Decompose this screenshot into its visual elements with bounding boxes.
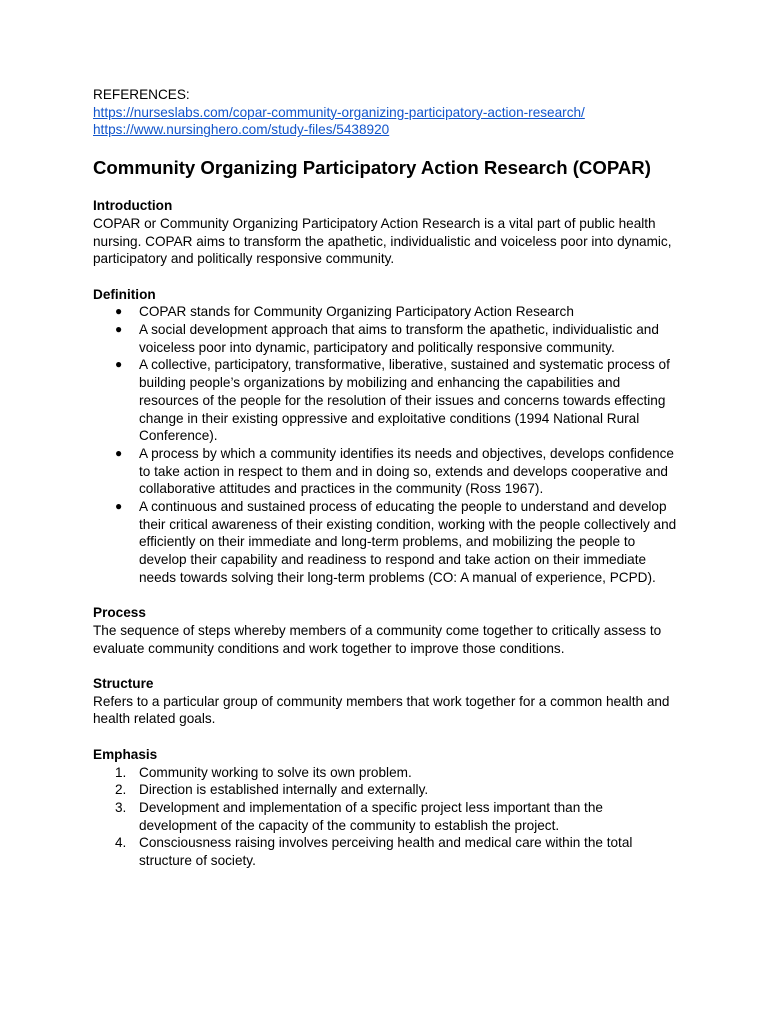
process-heading: Process xyxy=(93,605,146,621)
definition-section xyxy=(93,286,683,587)
emphasis-heading: Emphasis xyxy=(93,746,158,762)
definition-item xyxy=(93,445,683,498)
definition-heading: Definition xyxy=(93,286,156,302)
bullet-icon: ● xyxy=(115,304,123,319)
definition-item-text: A social development approach that aims to transform the apathetic, individualistic and voiceless poor into dynamic, participatory and politically responsive community. xyxy=(139,322,659,355)
emphasis-item-text: Consciousness raising involves perceiving health and medical care within the total structure of society. xyxy=(139,835,633,869)
process-text: The sequence of steps whereby members of a community come together to critically assess to evaluate community conditions and work together to improve those conditions. xyxy=(93,622,662,656)
emphasis-item xyxy=(93,799,683,834)
bullet-icon: ● xyxy=(115,357,123,372)
bullet-icon: ● xyxy=(115,445,123,460)
emphasis-item-text: Development and implementation of a specific project less important than the development of the capacity of the community to establish the project. xyxy=(139,799,603,833)
introduction-heading: Introduction xyxy=(93,198,173,214)
structure-text: Refers to a particular group of community members that work together for a common health and health related goals. xyxy=(93,693,670,727)
bullet-icon: ● xyxy=(115,499,123,514)
emphasis-item xyxy=(93,764,683,782)
document-page xyxy=(93,86,683,870)
bullet-icon: ● xyxy=(115,322,123,337)
list-number: 4. xyxy=(115,835,127,851)
introduction-section xyxy=(93,197,683,268)
references-block xyxy=(93,86,683,139)
reference-link-nursinghero[interactable]: https://www.nursinghero.com/study-files/5438920 xyxy=(93,122,390,138)
structure-heading: Structure xyxy=(93,676,154,692)
definition-item-text: A continuous and sustained process of educating the people to understand and develop their critical awareness of their existing condition, working with the people collectively and efficiently on their immediate and long-term problems, and mobilizing the people to develop their capability and readiness to respond and take action on their immediate needs towards solving their long-term problems (CO: A manual of experience, PCPD). xyxy=(139,499,677,585)
reference-link-nurseslabs[interactable]: https://nurseslabs.com/copar-community-organizing-participatory-action-research/ xyxy=(93,104,585,120)
emphasis-item-text: Community working to solve its own problem. xyxy=(139,764,412,780)
emphasis-item xyxy=(93,834,683,869)
document-title: Community Organizing Participatory Action Research (COPAR) xyxy=(93,157,651,179)
emphasis-item-text: Direction is established internally and externally. xyxy=(139,782,429,798)
definition-item xyxy=(93,356,683,445)
structure-section xyxy=(93,675,683,728)
introduction-text: COPAR or Community Organizing Participatory Action Research is a vital part of public health nursing. COPAR aims to transform the apathetic, individualistic and voiceless poor into dynamic, participatory and politically responsive community. xyxy=(93,215,672,267)
references-label: REFERENCES: xyxy=(93,87,190,102)
emphasis-section xyxy=(93,746,683,870)
list-number: 1. xyxy=(115,764,127,780)
definition-item-text: COPAR stands for Community Organizing Participatory Action Research xyxy=(139,304,574,320)
definition-item xyxy=(93,498,683,587)
definition-item xyxy=(93,321,683,356)
definition-item xyxy=(93,303,683,321)
definition-item-text: A collective, participatory, transformative, liberative, sustained and systematic process of building people’s organizations by mobilizing and enhancing the capabilities and resources of the people for the resolution of their issues and concerns towards effecting change in their existing oppressive and exploitative conditions (1994 National Rural Conference). xyxy=(139,357,670,444)
emphasis-item xyxy=(93,781,683,799)
definition-item-text: A process by which a community identifies its needs and objectives, develops confidence to take action in respect to them and in doing so, extends and develops cooperative and collaborative attitudes and practices in the community (Ross 1967). xyxy=(139,445,674,497)
process-section xyxy=(93,604,683,657)
emphasis-list xyxy=(93,764,683,870)
list-number: 3. xyxy=(115,799,127,815)
list-number: 2. xyxy=(115,782,127,798)
definition-list xyxy=(93,303,683,586)
